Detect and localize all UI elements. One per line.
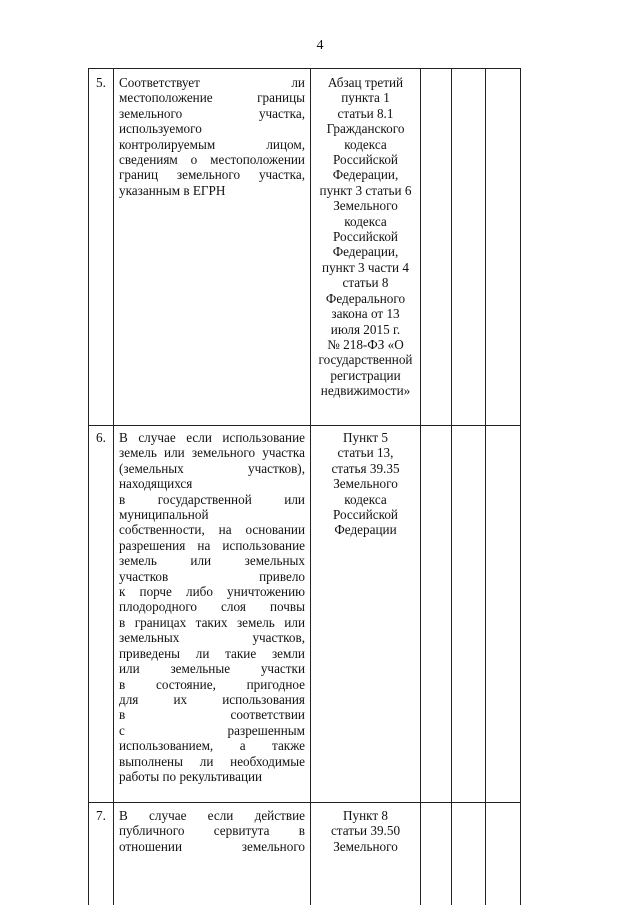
text-line: с разрешенным (119, 722, 305, 738)
text-line: выполнены ли необходимые (119, 753, 305, 769)
text-line: Пункт 8 (342, 808, 389, 823)
text-line: публичного сервитута в (119, 823, 305, 839)
text-line: статьи 13, (337, 445, 394, 461)
text-line: отношении земельного (119, 838, 305, 854)
requirement-text (119, 75, 305, 198)
text-line: Федерации (334, 522, 397, 538)
text-line: Федерации, (332, 167, 399, 183)
column-divider (420, 68, 421, 905)
text-line: использованием, а также (119, 738, 305, 754)
text-line: используемого (119, 121, 202, 137)
text-line: приведены ли такие земли (119, 645, 305, 661)
text-line: для их использования (119, 691, 305, 707)
text-line: статьи 8.1 (337, 105, 394, 121)
text-line: регистрации (330, 367, 401, 383)
text-line: статьи 8 (342, 275, 389, 291)
text-line: к порче либо уничтожению (119, 584, 305, 600)
text-line: в государственной или (119, 491, 305, 507)
column-divider (485, 68, 486, 905)
text-line: указанным в ЕГРН (119, 182, 226, 198)
legal-reference (311, 75, 420, 399)
row-number: 6. (96, 430, 106, 445)
text-line: кодекса (344, 213, 387, 229)
text-line: июля 2015 г. (330, 321, 401, 337)
legal-reference (311, 430, 420, 538)
text-line: границ земельного участка, (119, 167, 305, 183)
text-line: Федерального (325, 290, 406, 306)
row-divider (88, 425, 521, 426)
text-line: земель или земельных (119, 553, 305, 569)
text-line: муниципальной (119, 507, 209, 523)
text-line: Федерации, (332, 244, 399, 260)
text-line: статьи 39.50 (330, 823, 401, 839)
text-line: Земельного (333, 198, 398, 214)
page-number: 4 (316, 38, 324, 53)
text-line: контролируемым лицом, (119, 136, 305, 152)
text-line: кодекса (344, 491, 387, 507)
text-line: пункта 1 (341, 90, 390, 106)
column-divider (113, 68, 114, 905)
text-line: сведениям о местоположении (119, 152, 305, 168)
text-line: статья 39.35 (331, 460, 400, 476)
text-line: пункт 3 статьи 6 (319, 182, 412, 198)
text-line: № 218-ФЗ «О (327, 336, 404, 352)
text-line: В случае если использование (119, 430, 305, 445)
table-border-left (88, 68, 89, 905)
row-divider (88, 802, 521, 803)
requirement-text (119, 808, 305, 854)
text-line: государственной (318, 352, 413, 368)
legal-reference (311, 808, 420, 854)
text-line: земельного участка, (119, 105, 305, 121)
text-line: В случае если действие (119, 808, 305, 823)
column-divider (451, 68, 452, 905)
text-line: в соответствии (119, 707, 305, 723)
text-line: Земельного (333, 476, 398, 492)
text-line: находящихся (119, 476, 193, 492)
text-line: Соответствует ли (119, 75, 305, 90)
text-line: закона от 13 (331, 306, 400, 322)
table-border-right (520, 68, 521, 905)
text-line: Пункт 5 (342, 430, 389, 445)
requirements-table (88, 68, 521, 905)
text-line: собственности, на основании (119, 522, 305, 538)
text-line: участков привело (119, 568, 305, 584)
text-line: Гражданского (326, 121, 405, 137)
text-line: Российской (333, 229, 398, 245)
text-line: кодекса (344, 136, 387, 152)
text-line: земельных участков, (119, 630, 305, 646)
row-number: 7. (96, 808, 106, 823)
text-line: Земельного (333, 838, 398, 854)
text-line: Российской (333, 507, 398, 523)
requirement-text (119, 430, 305, 784)
text-line: в границах таких земель или (119, 614, 305, 630)
row-number: 5. (96, 75, 106, 90)
text-line: недвижимости» (320, 383, 411, 399)
text-line: земель или земельного участка (119, 445, 305, 461)
text-line: в состояние, пригодное (119, 676, 305, 692)
text-line: пункт 3 части 4 (322, 259, 409, 275)
text-line: или земельные участки (119, 661, 305, 677)
text-line: Российской (333, 152, 398, 168)
text-line: разрешения на использование (119, 537, 305, 553)
text-line: плодородного слоя почвы (119, 599, 305, 615)
text-line: местоположение границы (119, 90, 305, 106)
row-divider (88, 68, 521, 69)
text-line: работы по рекультивации (119, 768, 263, 784)
text-line: (земельных участков), (119, 460, 305, 476)
text-line: Абзац третий (327, 75, 404, 90)
